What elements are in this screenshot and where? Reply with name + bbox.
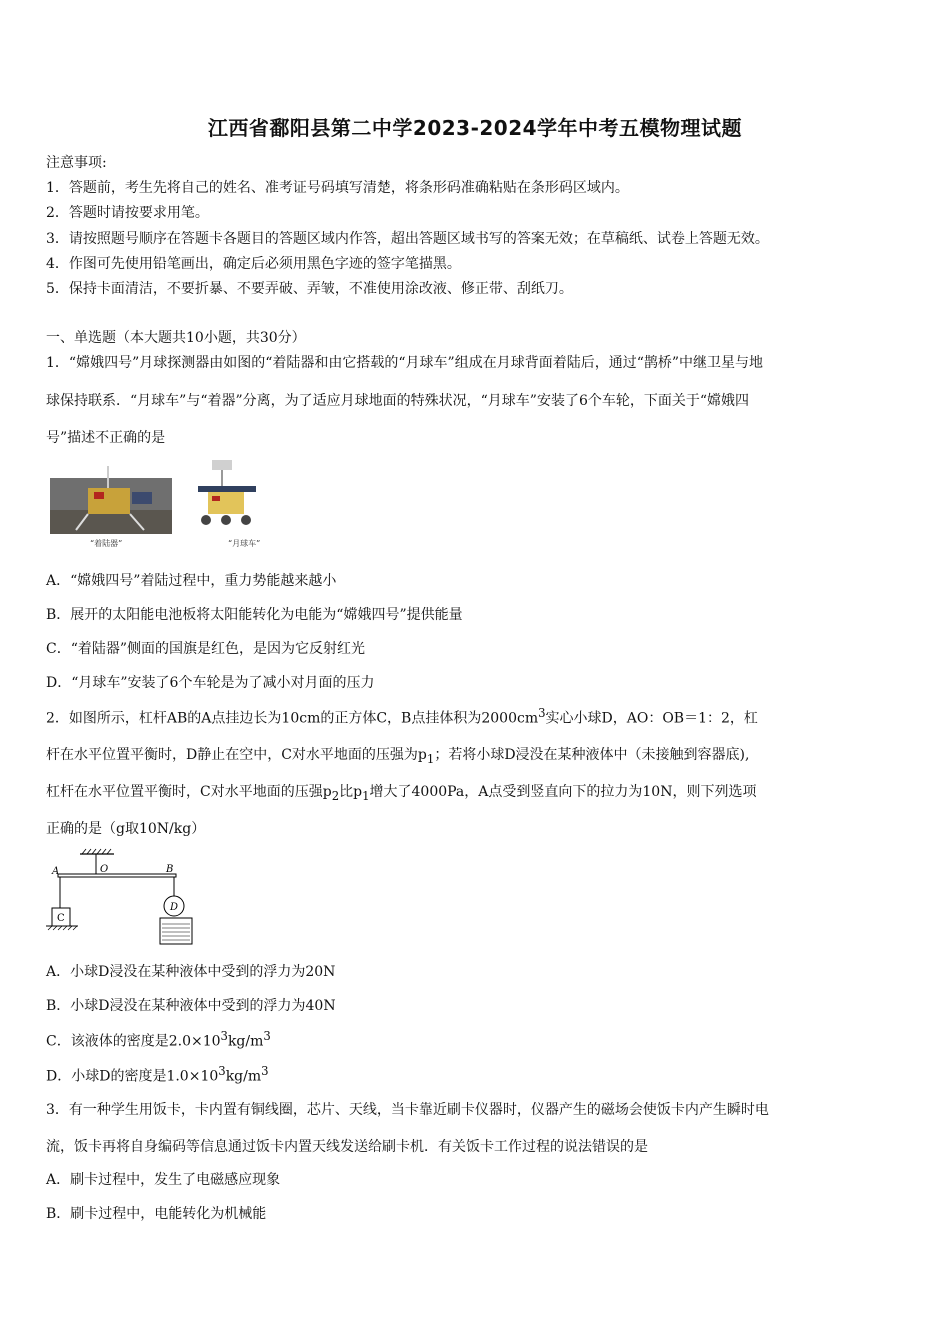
page-title: 江西省鄱阳县第二中学2023-2024学年中考五模物理试题 — [207, 116, 743, 140]
label-c: C — [57, 913, 65, 924]
question-2-line: 杠杆在水平位置平衡时，C对水平地面的压强$p_2$比$p_1$增大了4000Pa，A点受到竖直向下的拉力为10N，则下列选项 — [46, 784, 757, 803]
notice-item: 5．保持卡面清洁，不要折暴、不要弄破、弄皱，不准使用涂改液、修正带、刮纸刀。 — [46, 281, 573, 297]
option-c: C．该液体的密度是$2.0\times 10^3kg/m^3$ — [46, 1029, 271, 1050]
question-2-line: 2．如图所示，杠杆AB的A点挂边长为10cm的正方体C，B点挂体积为$2000cm^3$实心小球D，AO：OB＝1：2，杠 — [46, 706, 758, 727]
section-heading: 一、单选题（本大题共10小题，共30分） — [46, 330, 306, 346]
question-3-line: 3．有一种学生用饭卡，卡内置有铜线圈，芯片、天线，当卡靠近刷卡仪器时，仪器产生的磁场会使饭卡内产生瞬时电 — [46, 1102, 769, 1118]
question-1-line: 号”描述不正确的是 — [46, 430, 166, 446]
option-b: B．刷卡过程中，电能转化为机械能 — [46, 1206, 267, 1222]
lever-figure — [44, 846, 204, 948]
question-2-line: 杆在水平位置平衡时，D静止在空中，C对水平地面的压强为$p_1$；若将小球D浸没在某种液体中（未接触到容器底), — [46, 747, 750, 766]
figure-caption: “月球车” — [228, 539, 261, 548]
option-a: A．“嫦娥四号”着陆过程中，重力势能越来越小 — [46, 573, 337, 589]
lander-rover-figure — [48, 458, 288, 554]
lander-image — [50, 466, 172, 534]
notice-item: 3．请按照题号顺序在答题卡各题目的答题区域内作答，超出答题区域书写的答案无效；在草稿纸、试卷上答题无效。 — [46, 231, 769, 247]
notice-heading: 注意事项: — [46, 155, 107, 171]
notice-item: 1．答题前，考生先将自己的姓名、准考证号码填写清楚，将条形码准确粘贴在条形码区域内。 — [46, 180, 629, 196]
label-b: B — [166, 864, 174, 875]
option-b: B．小球D浸没在某种液体中受到的浮力为40N — [46, 998, 336, 1014]
figure-caption: “着陆器” — [90, 539, 123, 548]
option-c: C．“着陆器”侧面的国旗是红色，是因为它反射红光 — [46, 641, 366, 657]
option-a: A．刷卡过程中，发生了电磁感应现象 — [46, 1172, 281, 1188]
question-2-line: 正确的是（g取10N/kg） — [46, 821, 206, 837]
label-d: D — [170, 902, 179, 913]
question-3-line: 流，饭卡再将自身编码等信息通过饭卡内置天线发送给刷卡机．有关饭卡工作过程的说法错误的是 — [46, 1139, 648, 1155]
label-o: O — [100, 864, 109, 875]
option-d: D．“月球车”安装了6个车轮是为了减小对月面的压力 — [46, 675, 375, 691]
question-1-line: 1．“嫦娥四号”月球探测器由如图的“着陆器和由它搭载的“月球车”组成在月球背面着陆后，通过“鹊桥”中继卫星与地 — [46, 355, 764, 371]
option-a: A．小球D浸没在某种液体中受到的浮力为20N — [46, 964, 336, 980]
notice-item: 2．答题时请按要求用笔。 — [46, 205, 209, 221]
question-1-line: 球保持联系．“月球车”与“着器”分离，为了适应月球地面的特殊状况，“月球车”安装了6个车轮，下面关于“嫦娥四 — [46, 393, 750, 409]
notice-item: 4．作图可先使用铅笔画出，确定后必须用黑色字迹的签字笔描黑。 — [46, 256, 461, 272]
label-a: A — [52, 866, 60, 877]
option-b: B．展开的太阳能电池板将太阳能转化为电能为“嫦娥四号”提供能量 — [46, 607, 463, 623]
option-d: D．小球D的密度是$1.0\times 10^3kg/m^3$ — [46, 1064, 269, 1085]
rover-image — [198, 460, 256, 525]
